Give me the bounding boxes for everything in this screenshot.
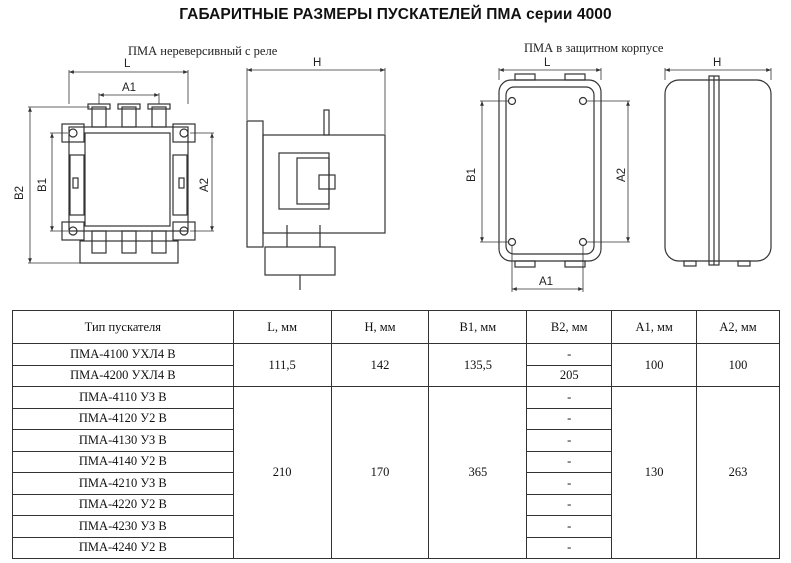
type-cell: ПМА-4140 У2 В [13,451,234,473]
type-cell: ПМА-4110 УЗ В [13,387,234,409]
A1-cell: 130 [612,387,697,559]
dim-label-H: H [313,57,322,69]
enclosure-front-view [499,74,601,267]
header-H: H, мм [331,311,429,344]
B2-cell: - [527,430,612,452]
dim-label-B1: B1 [37,177,49,192]
L-cell: 210 [233,387,331,559]
header-B1: B1, мм [429,311,527,344]
table-row [13,387,780,409]
enclosure-front-body [499,80,601,261]
dim-label-enclosure-L: L [544,57,551,69]
type-cell: ПМА-4230 УЗ В [13,516,234,538]
header-L: L, мм [233,311,331,344]
table-row [13,344,780,366]
B2-cell: - [527,473,612,495]
dim-label-B2: B2 [14,185,26,200]
B2-cell: - [527,451,612,473]
B1-cell: 135,5 [429,344,527,387]
enclosure-side-view [665,76,771,266]
dim-label-A1: A1 [122,82,137,94]
type-cell: ПМА-4220 У2 В [13,494,234,516]
B2-cell: - [527,408,612,430]
B2-cell: - [527,516,612,538]
table-header-row [13,311,780,344]
header-B2: B2, мм [527,311,612,344]
type-cell: ПМА-4210 УЗ В [13,473,234,495]
starter-front-view [62,104,195,263]
page-title: ГАБАРИТНЫЕ РАЗМЕРЫ ПУСКАТЕЛЕЙ ПМА серии 4000 [179,6,612,23]
B2-cell: - [527,537,612,559]
B2-cell: - [527,344,612,366]
dim-label-enclosure-A2: A2 [616,167,628,182]
B1-cell: 365 [429,387,527,559]
header-type: Тип пускателя [13,311,234,344]
dimensions-table [12,310,780,559]
dim-label-A2: A2 [199,177,211,192]
type-cell: ПМА-4240 У2 В [13,537,234,559]
B2-cell: 205 [527,365,612,387]
type-cell: ПМА-4120 У2 В [13,408,234,430]
dim-label-enclosure-A1: A1 [539,276,554,288]
type-cell: ПМА-4100 УХЛ4 В [13,344,234,366]
header-A2: A2, мм [697,311,780,344]
B2-cell: - [527,494,612,516]
header-A1: A1, мм [612,311,697,344]
A2-cell: 263 [697,387,780,559]
A1-cell: 100 [612,344,697,387]
A2-cell: 100 [697,344,780,387]
dimension-lines-side [247,68,385,134]
dimension-lines-enclosure-side [665,68,771,80]
B2-cell: - [527,387,612,409]
dim-label-L: L [124,58,131,70]
dim-label-enclosure-B1: B1 [466,167,478,182]
caption-enclosed-starter: ПМА в защитном корпусе [524,41,664,55]
H-cell: 142 [331,344,429,387]
type-cell: ПМА-4130 УЗ В [13,430,234,452]
dimension-lines-enclosure [480,68,630,292]
L-cell: 111,5 [233,344,331,387]
starter-side-view [247,110,385,290]
type-cell: ПМА-4200 УХЛ4 В [13,365,234,387]
caption-open-starter: ПМА нереверсивный с реле [128,44,278,58]
H-cell: 170 [331,387,429,559]
dim-label-enclosure-H: H [713,57,722,69]
